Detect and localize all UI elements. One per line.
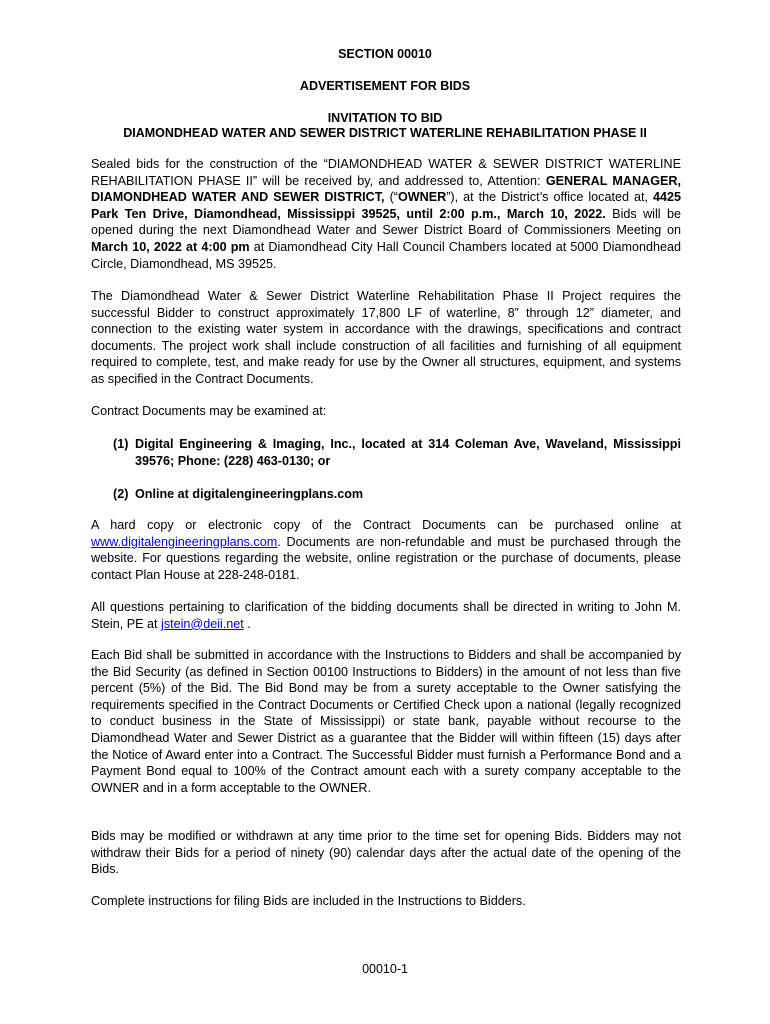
advertisement-heading: ADVERTISEMENT FOR BIDS	[299, 79, 471, 93]
p1-owner-label: OWNER	[397, 190, 447, 205]
p1-address-deadline: 4425 Park Ten Drive, Diamondhead, Mississippi 39525, until 2:00 p.m., March 10, 2022.	[91, 190, 681, 221]
list-item	[113, 436, 681, 469]
p5-text-2: .	[243, 616, 251, 631]
p1-owner-name: GENERAL MANAGER, DIAMONDHEAD WATER AND SEWER DISTRICT,	[91, 173, 681, 205]
project-title: DIAMONDHEAD WATER AND SEWER DISTRICT WATERLINE REHABILITATION PHASE II	[123, 126, 647, 140]
p1-text-4: Bids will be opened during the next Diamondhead Water and Sewer District Board of Commissioners Meeting on	[91, 206, 681, 238]
p4-text-2: . Documents are non-refundable and must be purchased through the website. For questions regarding the website, online registration or the purchase of documents, please contact Plan House at 228-248-0181.	[91, 534, 681, 582]
list-item	[113, 486, 681, 503]
list-item-text: Digital Engineering & Imaging, Inc., located at 314 Coleman Ave, Waveland, Mississippi 39576; Phone: (228) 463-0130; or	[135, 437, 681, 468]
paragraph-modify-withdraw: Bids may be modified or withdrawn at any time prior to the time set for opening Bids. Bidders may not withdraw their Bids for a period of ninety (90) calendar days after the actual date of the opening of the Bids.	[91, 829, 681, 877]
paragraph-purchase	[91, 517, 681, 583]
list-item-number: (2)	[113, 487, 129, 501]
p5-text-1: All questions pertaining to clarification of the bidding documents shall be directed in writing to John M. Stein, PE at	[91, 600, 681, 631]
paragraph-sealed-bids	[91, 156, 681, 272]
p1-text-5: at Diamondhead City Hall Council Chambers located at 5000 Diamondhead Circle, Diamondhead, MS 39525.	[91, 239, 681, 271]
page-number: 00010-1	[362, 962, 408, 976]
paragraph-bid-security: Each Bid shall be submitted in accordance with the Instructions to Bidders and shall be accompanied by the Bid Security (as defined in Section 00100 Instructions to Bidders) in the amount of not less than five percent (5%) of the Bid. The Bid Bond may be from a surety acceptable to the Owner satisfying the requirements specified in the Contract Documents or Certified Check upon a national (legally recognized to conduct business in the State of Mississippi) or state bank, payable without recourse to the Diamondhead Water and Sewer District as a guarantee that the Bidder will within fifteen (15) days after the Notice of Award enter into a Contract. The Successful Bidder must furnish a Performance Bond and a Payment Bond equal to 100% of the Contract amount each with a surety company acceptable to the OWNER and in a form acceptable to the OWNER.	[91, 648, 681, 795]
email-link[interactable]: jstein@deii.net	[161, 616, 244, 631]
paragraph-instructions: Complete instructions for filing Bids are included in the Instructions to Bidders.	[91, 894, 526, 908]
list-item-number: (1)	[113, 437, 129, 451]
p1-text-3: ”), at the District’s office located at,	[446, 190, 653, 205]
p4-text-1: A hard copy or electronic copy of the Contract Documents can be purchased online at	[91, 518, 681, 532]
p1-text-1: Sealed bids for the construction of the “DIAMONDHEAD WATER & SEWER DISTRICT WATERLINE REHABILITATION PHASE II” will be received by, and addressed to, Attention:	[91, 157, 681, 188]
list-item-text: Online at digitalengineeringplans.com	[135, 487, 364, 501]
plans-website-link[interactable]: www.digitalengineeringplans.com	[91, 534, 278, 549]
paragraph-questions	[91, 599, 681, 632]
paragraph-project-scope: The Diamondhead Water & Sewer District Waterline Rehabilitation Phase II Project requires the successful Bidder to construct approximately 17,800 LF of waterline, 8” through 12” diameter, and connection to the existing water system in accordance with the drawings, specifications and contract documents. The project work shall include construction of all facilities and furnishing of all equipment required to complete, test, and make ready for use by the Owner all structures, equipment, and systems as specified in the Contract Documents.	[91, 289, 681, 386]
paragraph-documents-examined: Contract Documents may be examined at:	[91, 404, 327, 418]
p1-opening-date: March 10, 2022 at 4:00 pm	[91, 239, 250, 254]
p1-text-2: (“	[384, 190, 398, 205]
invitation-heading: INVITATION TO BID	[327, 111, 443, 125]
section-heading: SECTION 00010	[338, 47, 432, 61]
